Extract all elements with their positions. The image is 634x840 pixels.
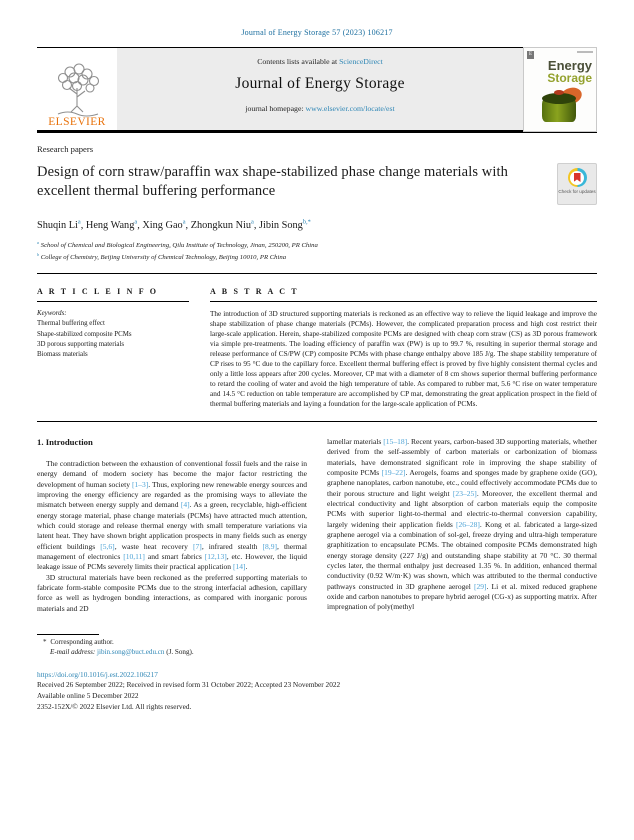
header-bottom-rule [37,130,597,133]
journal-homepage-link[interactable]: www.elsevier.com/locate/est [305,104,395,113]
citation-link[interactable]: [19–22] [381,467,406,477]
contents-prefix: Contents lists available at [257,57,340,66]
article-info-top-rule [37,273,597,274]
email-link[interactable]: jibin.song@buct.edu.cn [97,647,165,656]
footnote-block [37,634,597,656]
citation-link[interactable]: [10,11] [123,551,145,561]
check-for-updates-icon [568,168,587,187]
body-column-right [327,437,597,614]
journal-header [37,47,597,130]
body-column-left [37,437,307,614]
citation-link[interactable]: [7] [193,541,202,551]
article-info-underline [37,301,189,302]
affiliation: $^b$ College of Chemistry, Beijing University of Chemical Technology, Beijing 10010, PR China [37,251,287,261]
received-dates-line: Received 26 September 2022; Received in revised form 31 October 2022; Accepted 23 November 2022 [37,680,341,690]
article-info-abstract-block [37,287,597,409]
citation-link[interactable]: [1–3] [131,479,149,489]
abstract-heading: A B S T R A C T [210,286,299,296]
intro-paragraph-3: lamellar materials [15–18]. Recent years, carbon-based 3D supporting materials, whether derived from the self-assembly of carbon materials or carbonization of biomass materials, have demonstrated significant role in improving the shape stability of composite PCMs [19–22]. Aerogels, foams and sponges made by graphene oxide (GO), graphene nanoplates, carbon nanotube, etc., could effectively accommodate PCMs due to their porous structure and light weight [23–25]. Moreover, the excellent thermal and electrical conductivity and light absorption of carbon materials equip the composite PCMs with superior light-to-thermal and electric-to-thermal conversion capability, largely widening their application fields [26–28]. Kong et al. fabricated a large-sized graphene aerogel via a combination of sol-gel, freeze drying and ultra-high temperature graphitization to encapsulate PCMs. The obtained composite PCMs demonstrated high energy storage density (227 J/g) and outstanding shape stability at 70 °C. 30 thermal cycles later, the thermal enthalpy just decreased 1.35 %. In addition, enhanced thermal conductivity (0.92 W/m·K) was shown, which was attributed to the thermal conductive pathways constructed in 3D graphene aerogel [29]. Li et al. mixed reduced graphene oxide and carbon nanotubes to prepare hybrid aerogel (CG-x) as supporting matrix. After impregnation of poly(methyl [327,436,597,612]
author: Zhongkun Niu$^a$, [190,219,260,232]
citation-link[interactable]: [23–25] [452,488,477,498]
publication-footer [37,670,597,712]
cover-title [524,59,592,84]
journal-header-left [37,47,523,130]
article-type-label: Research papers [37,144,94,154]
available-online-line: Available online 5 December 2022 [37,691,139,701]
journal-reference-line: Journal of Energy Storage 57 (2023) 106217 [241,28,393,37]
homepage-prefix: journal homepage: [245,104,306,113]
sciencedirect-link[interactable]: ScienceDirect [339,57,383,66]
cover-elsevier-mini-icon: E [528,52,533,57]
keywords-label: Keywords: [37,309,67,317]
affiliation: $^a$ School of Chemical and Biological Engineering, Qilu Institute of Technology, Jinan, 250200, PR China [37,240,318,250]
citation-link[interactable]: [14] [232,562,246,572]
keyword: Biomass materials [37,351,88,359]
citation-link[interactable]: [8,9] [262,541,277,551]
keywords-block [37,309,189,361]
journal-cover-thumbnail [523,47,597,132]
elsevier-tree-icon [50,62,104,118]
cover-title-line2: Storage [547,71,592,86]
footnote-rule [37,634,99,635]
abstract-bottom-rule [37,421,597,422]
article-info-heading: A R T I C L E I N F O [37,286,159,296]
author: Shuqin Li$^a$, [37,219,86,232]
citation-link[interactable]: [5,6] [100,541,115,551]
citation-link[interactable]: [12,13] [204,551,227,561]
citation-link[interactable]: [15–18] [383,436,408,446]
citation-link[interactable]: [4] [180,500,190,510]
check-for-updates-label: Check for updates [558,189,596,194]
homepage-line [117,104,523,113]
cover-title-line1: Energy [547,58,592,73]
cover-battery-art [542,92,578,126]
abstract-text: The introduction of 3D structured supporting materials is reckoned as an effective way to relieve the liquid leakage and improve the shape stabilization of phase change materials (PCMs). However, the complicated preparation process and high cost restrict their large-scale application. Herein, shape-stabilized composite PCMs are designed with cheap corn straw (CS) as 3D porous framework via simple pre-treatments. The loading efficiency of paraffin wax (PW) is up to 99.7 %, resulting in superior thermal storage and release performance of CS/PW (CP) composite PCMs with phase change enthalpy above 185 J/g. The shape stability temperature of CP rises to 95 °C due to the capillary force. Excellent thermal buffering effect is proved by five highly consistent thermal cycles and only a little loss appears after 200 cycles. Moreover, CP mat with a diameter of 8 cm shows superior thermal buffering performance to retard the cooling of water and avoid the high temperature of table. As compared to rubber mat, 5.6 °C rise on water temperature and 14.5 °C reduction on table temperature are accomplished by CP mat, demonstrating the great application prospect in the field of thermal buffering materials and laying a foundation for the large-scale application of PCMs. [210,309,597,408]
affiliation-list [37,240,597,263]
keyword: 3D porous supporting materials [37,341,125,349]
section-heading-introduction: 1. Introduction [37,436,93,447]
cover-decoration [577,51,593,53]
body-columns [37,437,597,614]
elsevier-wordmark: ELSEVIER [48,116,106,128]
citation-link[interactable]: [29] [473,581,487,591]
author-list [37,219,597,231]
keyword: Thermal buffering effect [37,320,105,328]
journal-banner [117,48,523,130]
copyright-line: 2352-152X/© 2022 Elsevier Ltd. All rights reserved. [37,701,192,711]
journal-title: Journal of Energy Storage [235,75,405,92]
doi-link[interactable]: https://doi.org/10.1016/j.est.2022.106217 [37,669,158,679]
check-for-updates-badge[interactable] [557,163,597,205]
author: Xing Gao$^a$, [142,219,191,232]
contents-line [117,57,523,66]
abstract-underline [210,301,597,302]
citation-link[interactable]: [26–28] [456,519,480,529]
elsevier-logo [37,48,117,130]
author-corresponding: Jibin Song$^{b,*}$ [259,219,311,232]
intro-paragraph-1: The contradiction between the exhaustion of conventional fossil fuels and the raise in energy demand of modern society has become the major factor restricting the development of human society [1–3]. Thus, exploring new renewable energy sources and improving the energy efficiency are regarded as the promising ways to alleviate the mismatch between energy supply and demand [4]. As a green, recyclable, high-efficient energy storage material, phase change materials (PCMs) have attracted much attention, which could storage and release thermal energy with small temperature variations via latent heat. They have shown bright application prospects in many fields such as energy efficient buildings [5,6], waste heat recovery [7], infrared stealth [8,9], thermal management of electronics [10,11] and smart fabrics [12,13], etc. However, the liquid leakage issue of PCMs severely limits their practical application [14]. [37,458,308,572]
article-title: Design of corn straw/paraffin wax shape-stabilized phase change materials with excellent thermal buffering performance [37,164,508,200]
keyword: Shape-stabilized composite PCMs [37,330,132,338]
intro-paragraph-2: 3D structural materials have been reckoned as the preferred supporting materials to fabricate form-stable composite PCMs due to the strong interfacial adhesion, capillary force as well as hydrogen bonding interactions, as compared with inorganic porous materials and 2D [37,572,307,613]
email-line: E-mail address: jibin.song@buct.edu.cn (J. Song). [50,647,194,656]
corresponding-author-note: * Corresponding author. [43,637,114,646]
abstract-column [210,287,597,409]
author: Heng Wang$^a$, [85,219,143,232]
title-row [37,163,597,205]
banner-row [37,48,523,130]
article-info-column [37,287,189,409]
